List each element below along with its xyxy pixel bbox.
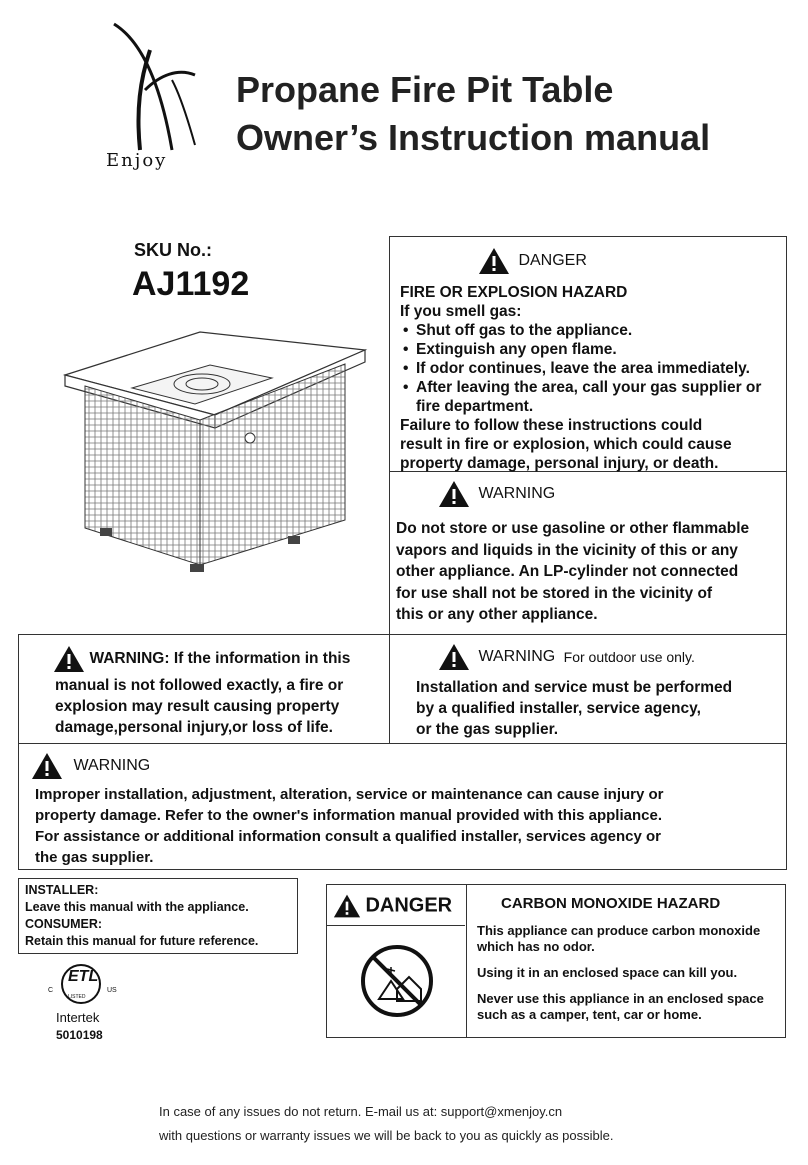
warning-outdoor-header-text: WARNING xyxy=(478,648,556,665)
sku-label: SKU No.: xyxy=(134,240,212,260)
warning-info-header-text: WARNING: If the information in this xyxy=(89,650,351,667)
consumer-text: Retain this manual for future reference. xyxy=(25,934,259,948)
danger-header-text: DANGER xyxy=(518,252,587,269)
warning-triangle-icon xyxy=(333,893,361,919)
warning-storage-content xyxy=(396,518,786,626)
warning-storage-line: Do not store or use gasoline or other flammable xyxy=(396,520,750,537)
warning-storage-line: this or any other appliance. xyxy=(396,606,598,623)
brand-name: Enjoy xyxy=(106,150,168,171)
warning-storage-line: for use shall not be stored in the vicinity of xyxy=(396,584,713,602)
co-danger-left xyxy=(327,885,467,1037)
danger-fire-content xyxy=(400,283,785,473)
installer-content xyxy=(25,882,291,950)
warning-install-line: the gas supplier. xyxy=(35,849,154,866)
danger-header xyxy=(478,247,587,275)
warning-install-header xyxy=(31,752,150,780)
warning-info-content xyxy=(55,675,390,738)
danger-fire-footer-2: result in fire or explosion, which could cause xyxy=(400,436,732,453)
danger-fire-list xyxy=(400,321,785,416)
footer-line-2: with questions or warranty issues we will be back to you as quickly as possible. xyxy=(159,1128,614,1143)
co-title: CARBON MONOXIDE HAZARD xyxy=(501,895,721,912)
warning-triangle-icon xyxy=(478,247,510,275)
warning-storage-line: vapors and liquids in the vicinity of this or any xyxy=(396,541,738,559)
warning-outdoor-box xyxy=(389,634,787,744)
warning-triangle-icon xyxy=(53,645,85,673)
title-line-2: Owner’s Instruction manual xyxy=(236,117,711,158)
warning-info-line: manual is not followed exactly, a fire or xyxy=(55,677,344,694)
consumer-label: CONSUMER: xyxy=(25,917,103,931)
warning-install-content xyxy=(35,784,785,868)
installer-text: Leave this manual with the appliance. xyxy=(25,900,249,914)
sku-value: AJ1192 xyxy=(132,265,250,303)
warning-install-header-text: WARNING xyxy=(73,757,151,774)
etl-us: US xyxy=(107,987,117,994)
warning-info-line: explosion may result causing property xyxy=(55,698,340,715)
warning-info-line: damage,personal injury,or loss of life. xyxy=(55,719,333,736)
etl-listed: LISTED xyxy=(68,994,86,1000)
co-danger-header xyxy=(333,893,452,919)
page-title xyxy=(236,66,710,162)
warning-info-box xyxy=(18,634,390,744)
no-enclosed-space-icon xyxy=(357,941,437,1021)
warning-triangle-icon xyxy=(438,480,470,508)
warning-outdoor-line: Installation and service must be performed xyxy=(416,679,733,696)
list-item: • If odor continues, leave the area immediately. xyxy=(400,359,785,378)
warning-install-line: property damage. Refer to the owner's information manual provided with this appliance. xyxy=(35,807,662,824)
etl-mark: ETL xyxy=(68,968,99,985)
product-illustration xyxy=(50,320,370,580)
etl-c: C xyxy=(48,987,54,994)
danger-fire-footer-1: Failure to follow these instructions could xyxy=(400,417,703,434)
intertek-name: Intertek xyxy=(56,1010,100,1025)
etl-certification xyxy=(40,960,140,1050)
list-item: • Extinguish any open flame. xyxy=(400,340,785,359)
warning-outdoor-content xyxy=(416,677,786,740)
warning-outdoor-header xyxy=(438,643,783,671)
warning-triangle-icon xyxy=(438,643,470,671)
warning-install-line: Improper installation, adjustment, alteration, service or maintenance can cause injury or xyxy=(35,786,664,803)
installer-box xyxy=(18,878,298,954)
co-line: Using it in an enclosed space can kill you. xyxy=(477,965,738,980)
warning-storage-box xyxy=(389,472,787,634)
warning-outdoor-line: or the gas supplier. xyxy=(416,721,559,738)
warning-storage-line: other appliance. An LP-cylinder not connected xyxy=(396,563,739,580)
danger-fire-heading: FIRE OR EXPLOSION HAZARD xyxy=(400,284,628,301)
warning-triangle-icon xyxy=(31,752,63,780)
warning-info-header xyxy=(53,645,393,673)
warning-storage-header-text: WARNING xyxy=(478,485,556,502)
title-line-1: Propane Fire Pit Table xyxy=(236,69,614,110)
list-item: • After leaving the area, call your gas supplier or fire department. xyxy=(400,378,785,416)
warning-storage-header xyxy=(438,480,555,508)
co-content xyxy=(477,923,782,1033)
co-danger-box xyxy=(326,884,786,1038)
warning-outdoor-line: by a qualified installer, service agency, xyxy=(416,700,701,717)
co-danger-header-text: DANGER xyxy=(365,894,453,917)
brand-logo xyxy=(100,20,210,180)
warning-install-box xyxy=(18,743,787,870)
co-line: This appliance can produce carbon monoxide which has no odor. xyxy=(477,923,761,954)
divider xyxy=(327,925,465,926)
danger-fire-intro: If you smell gas: xyxy=(400,303,522,320)
list-item: • Shut off gas to the appliance. xyxy=(400,321,785,340)
footer-line-1: In case of any issues do not return. E-mail us at: support@xmenjoy.cn xyxy=(159,1104,563,1119)
warning-outdoor-note: For outdoor use only. xyxy=(563,649,695,665)
installer-label: INSTALLER: xyxy=(25,883,99,897)
warning-install-line: For assistance or additional information consult a qualified installer, services agency or xyxy=(35,828,662,845)
co-line: Never use this appliance in an enclosed space such as a camper, tent, car or home. xyxy=(477,991,764,1022)
danger-fire-footer-3: property damage, personal injury, or death. xyxy=(400,455,719,472)
cert-number: 5010198 xyxy=(56,1028,103,1042)
danger-fire-box xyxy=(389,236,787,472)
